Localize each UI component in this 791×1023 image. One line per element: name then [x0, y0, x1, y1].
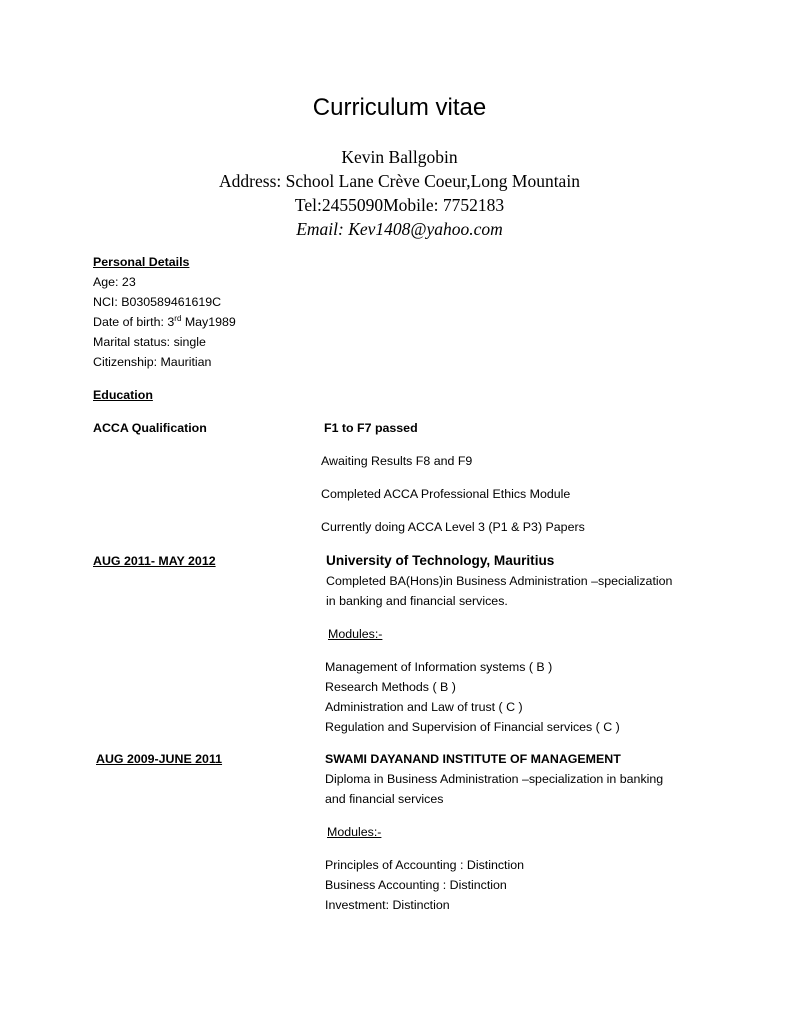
age-line: Age: 23 — [93, 275, 136, 289]
phone-line: Tel:2455090Mobile: 7752183 — [294, 195, 505, 215]
sdim-module: Principles of Accounting : Distinction — [325, 858, 525, 872]
utm-module: Research Methods ( B ) — [325, 680, 456, 694]
utm-module: Management of Information systems ( B ) — [325, 660, 553, 674]
utm-modules-heading: Modules:- — [328, 627, 383, 641]
acca-line: Awaiting Results F8 and F9 — [321, 454, 473, 468]
email-line: Email: Kev1408@yahoo.com — [296, 219, 503, 239]
acca-line: Completed ACCA Professional Ethics Module — [321, 487, 571, 501]
sdim-period: AUG 2009-JUNE 2011 — [96, 752, 223, 766]
utm-institution: University of Technology, Mauritius — [326, 553, 555, 568]
document-title: Curriculum vitae — [312, 94, 487, 121]
sdim-modules-heading: Modules:- — [327, 825, 382, 839]
utm-period: AUG 2011- MAY 2012 — [93, 554, 216, 568]
nci-line: NCI: B030589461619C — [93, 295, 222, 309]
acca-title: F1 to F7 passed — [324, 421, 418, 435]
acca-line: Currently doing ACCA Level 3 (P1 & P3) Papers — [321, 520, 585, 534]
dob-ordinal: rd — [174, 314, 182, 323]
utm-module: Regulation and Supervision of Financial services ( C ) — [325, 720, 620, 734]
sdim-module: Investment: Distinction — [325, 898, 450, 912]
citizenship-line: Citizenship: Mauritian — [93, 355, 212, 369]
dob-prefix: Date of birth: 3 — [93, 315, 175, 329]
personal-details-heading: Personal Details — [93, 255, 190, 269]
acca-label: ACCA Qualification — [93, 421, 207, 435]
utm-module: Administration and Law of trust ( C ) — [325, 700, 523, 714]
utm-desc-line: Completed BA(Hons)in Business Administration –specialization — [326, 574, 673, 588]
sdim-institution: SWAMI DAYANAND INSTITUTE OF MANAGEMENT — [325, 752, 621, 766]
sdim-desc-line: Diploma in Business Administration –specialization in banking — [325, 772, 664, 786]
dob-suffix: May1989 — [181, 315, 236, 329]
candidate-name: Kevin Ballgobin — [341, 147, 458, 167]
dob-line — [93, 312, 236, 332]
education-heading: Education — [93, 388, 153, 402]
utm-desc-line: in banking and financial services. — [326, 594, 508, 608]
address-line: Address: School Lane Crève Coeur,Long Mountain — [219, 171, 580, 191]
sdim-desc-line: and financial services — [325, 792, 444, 806]
sdim-module: Business Accounting : Distinction — [325, 878, 507, 892]
marital-status-line: Marital status: single — [93, 335, 206, 349]
